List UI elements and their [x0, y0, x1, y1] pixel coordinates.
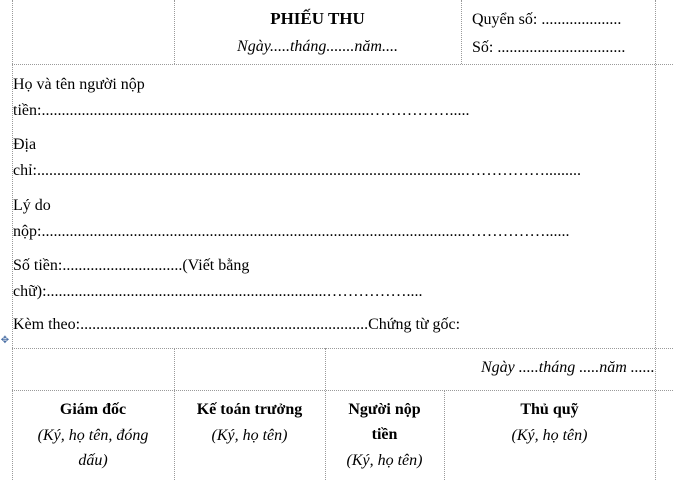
signature-title-chief-accountant: Kế toán trưởng — [196, 401, 303, 418]
signature-note-cashier: (Ký, họ tên) — [511, 427, 588, 444]
address-field: chỉ:...........................................................................................................……………......... — [13, 162, 581, 179]
signature-title-director: Giám đốc — [59, 401, 127, 418]
gridline — [12, 348, 673, 349]
payer-name-label: Họ và tên người nộp — [13, 76, 145, 93]
signature-title-payer-cont: tiền — [371, 426, 398, 443]
gridline — [655, 0, 656, 480]
reason-field: nộp:..........................................................................................................……………...... — [13, 223, 570, 240]
date-line: Ngày.....tháng.......năm.... — [237, 38, 398, 55]
signature-note-chief-accountant: (Ký, họ tên) — [211, 427, 288, 444]
gridline — [12, 390, 673, 391]
document-number: Số: ................................ — [472, 39, 626, 56]
address-label: Địa — [13, 136, 37, 153]
signature-date: Ngày .....tháng .....năm ...... — [481, 359, 655, 376]
signature-title-payer: Người nộp — [348, 401, 421, 418]
payer-name-field: tiền:..................................................................................……………..... — [13, 102, 470, 119]
amount-label: Số tiền:..............................(Viết bằng — [13, 257, 250, 274]
signature-note-payer: (Ký, họ tên) — [346, 452, 423, 469]
signature-title-cashier: Thủ quỹ — [520, 401, 579, 418]
page-title: PHIẾU THU — [270, 9, 365, 28]
book-number: Quyển số: .................... — [472, 11, 622, 28]
gridline — [12, 64, 673, 65]
gridline — [461, 0, 462, 64]
signature-note-director-cont: dấu) — [78, 452, 108, 469]
amount-words-field: chữ):......................................................................…………….... — [13, 283, 423, 300]
reason-label: Lý do — [13, 197, 51, 214]
move-icon[interactable]: ✥ — [0, 335, 10, 346]
signature-note-director: (Ký, họ tên, đóng — [37, 427, 149, 444]
attachments-field: Kèm theo:........................................................................Chứng từ gốc: — [13, 316, 461, 333]
